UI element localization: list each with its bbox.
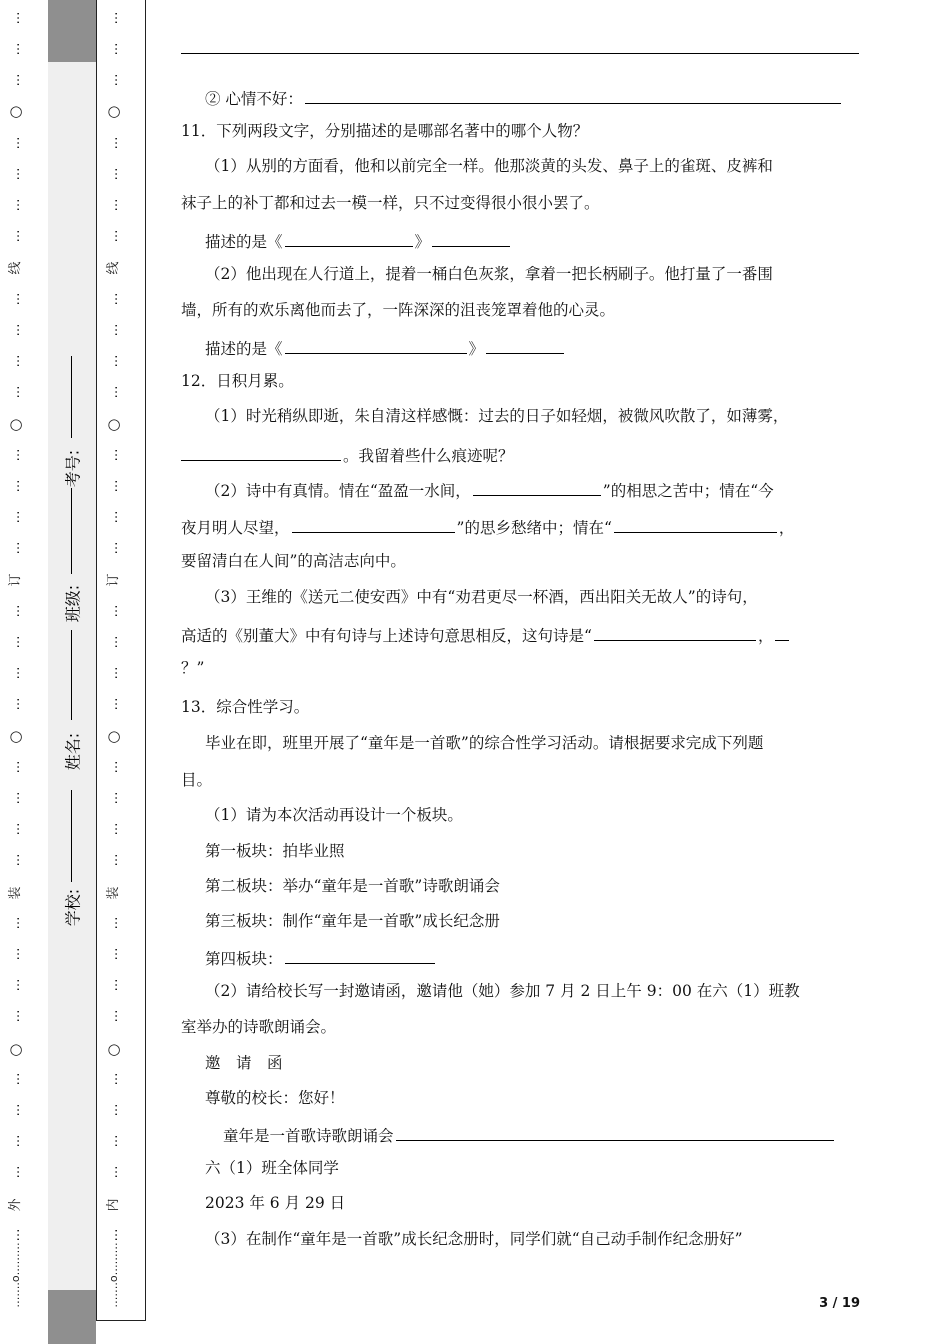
binding-mark-char: 订 — [106, 573, 121, 587]
binding-circle: ○ — [107, 1040, 121, 1058]
exam-number-field[interactable] — [71, 356, 72, 438]
binding-dots: … — [106, 635, 121, 649]
class-field[interactable] — [71, 488, 72, 574]
binding-dots: … — [106, 978, 121, 992]
q13-item-2-line-2: 室举办的诗歌朗诵会。 — [181, 1018, 337, 1036]
q13-item-3-line-1: （3）在制作“童年是一首歌”成长纪念册时，同学们就“自己动手制作纪念册好” — [205, 1230, 743, 1248]
binding-circle: ○ — [9, 415, 23, 433]
binding-dots: … — [8, 479, 23, 493]
binding-dots: … — [8, 791, 23, 805]
answer-blank[interactable] — [614, 515, 777, 533]
binding-dots: … — [106, 1228, 121, 1242]
binding-dots: … — [106, 385, 121, 399]
section-2: 第二板块：举办“童年是一首歌”诗歌朗诵会 — [205, 877, 500, 895]
binding-dots: … — [106, 11, 121, 25]
page-number: 3 / 19 — [819, 1296, 860, 1311]
book-title-blank-2[interactable] — [285, 336, 467, 354]
binding-mark-char: 线 — [8, 261, 23, 275]
binding-dots: … — [106, 541, 121, 555]
binding-bottom-dots: …….o……… — [107, 1242, 120, 1308]
binding-dots: … — [8, 697, 23, 711]
book-title-blank-1[interactable] — [285, 229, 413, 247]
binding-circle: ○ — [9, 102, 23, 120]
binding-dots: … — [106, 760, 121, 774]
binding-circle: ○ — [107, 727, 121, 745]
binding-dots: … — [106, 510, 121, 524]
q13-title: 13．综合性学习。 — [181, 698, 310, 716]
binding-dots: … — [8, 323, 23, 337]
q12-item-2-line-1: （2）诗中有真情。情在“盈盈一水间， ”的相思之苦中；情在“今 — [205, 478, 774, 501]
binding-dots: … — [8, 354, 23, 368]
binding-dots: … — [8, 198, 23, 212]
binding-dots: … — [106, 323, 121, 337]
binding-dots: … — [106, 198, 121, 212]
binding-dots: … — [106, 167, 121, 181]
q11-passage-1-line-2: 袜子上的补丁都和过去一模一样，只不过变得很小很小罢了。 — [181, 194, 600, 212]
binding-dots: … — [8, 167, 23, 181]
binding-dots: … — [8, 916, 23, 930]
binding-dots: … — [106, 853, 121, 867]
inner-binding-marks — [98, 0, 146, 1320]
binding-dots: … — [8, 448, 23, 462]
binding-dots: … — [8, 136, 23, 150]
binding-dots: … — [8, 510, 23, 524]
letter-signature: 六（1）班全体同学 — [205, 1159, 339, 1177]
binding-dots: … — [8, 1009, 23, 1023]
q12-item-1-line-2: 。我留着些什么痕迹呢？ — [181, 443, 514, 466]
binding-dots: … — [106, 822, 121, 836]
binding-gray-bar-top — [48, 0, 96, 62]
student-info-panel — [48, 62, 96, 1290]
q12-item-3-line-2: 高适的《别董大》中有句诗与上述诗句意思相反，这句诗是“ ， — [181, 623, 791, 646]
binding-dots: … — [8, 292, 23, 306]
binding-dots: … — [106, 448, 121, 462]
binding-dots: … — [106, 666, 121, 680]
binding-dots: … — [106, 1072, 121, 1086]
binding-circle: ○ — [107, 102, 121, 120]
binding-dots: … — [8, 73, 23, 87]
binding-bottom-dots: …….o……… — [9, 1242, 22, 1308]
binding-dots: … — [8, 853, 23, 867]
q12-item-1-line-1: （1）时光稍纵即逝，朱自清这样感慨：过去的日子如轻烟，被微风吹散了，如薄雾， — [205, 407, 789, 425]
section-1: 第一板块：拍毕业照 — [205, 842, 345, 860]
binding-dots: … — [106, 1009, 121, 1023]
q11-answer-1: 描述的是《 》 — [205, 229, 512, 252]
binding-dots: … — [8, 1134, 23, 1148]
binding-dots: … — [106, 354, 121, 368]
name-field[interactable] — [71, 630, 72, 720]
binding-dots: … — [106, 42, 121, 56]
exam-number-label: 考号: — [63, 449, 83, 488]
q12-item-3-line-3: ？” — [181, 659, 205, 677]
binding-dots: … — [106, 1134, 121, 1148]
binding-dots: … — [8, 822, 23, 836]
q12-title: 12．日积月累。 — [181, 372, 294, 390]
q11-title: 11．下列两段文字，分别描述的是哪部名著中的哪个人物？ — [181, 122, 589, 140]
answer-blank[interactable] — [181, 443, 341, 461]
binding-dots: … — [8, 1165, 23, 1179]
q10-item-2: ② 心情不好： — [205, 86, 843, 109]
q12-item-3-line-1: （3）王维的《送元二使安西》中有“劝君更尽一杯酒，西出阳关无故人”的诗句， — [205, 588, 758, 606]
section-4: 第四板块： — [205, 946, 437, 969]
letter-greeting: 尊敬的校长：您好！ — [205, 1089, 345, 1107]
binding-dots: … — [106, 136, 121, 150]
binding-circle: ○ — [9, 727, 23, 745]
binding-dots: … — [8, 604, 23, 618]
q13-intro-line-1: 毕业在即，班里开展了“童年是一首歌”的综合性学习活动。请根据要求完成下列题 — [205, 734, 764, 752]
binding-dots: … — [8, 541, 23, 555]
binding-dots: … — [8, 1228, 23, 1242]
q12-item-2-line-3: 要留清白在人间”的高洁志向中。 — [181, 552, 406, 570]
outer-binding-marks — [0, 0, 48, 1320]
character-blank-1[interactable] — [432, 229, 510, 247]
answer-blank[interactable] — [292, 515, 455, 533]
class-label: 班级: — [63, 584, 83, 623]
q11-passage-2-line-1: （2）他出现在人行道上，提着一桶白色灰浆，拿着一把长柄刷子。他打量了一番围 — [205, 265, 773, 283]
binding-dots: … — [8, 635, 23, 649]
binding-mark-char: 订 — [8, 573, 23, 587]
binding-dots: … — [8, 947, 23, 961]
binding-mark-char: 内 — [106, 1198, 121, 1212]
school-field[interactable] — [71, 790, 72, 882]
name-label: 姓名: — [63, 732, 83, 771]
binding-dots: … — [106, 791, 121, 805]
q13-item-1: （1）请为本次活动再设计一个板块。 — [205, 806, 463, 824]
binding-dots: … — [106, 292, 121, 306]
binding-dots: … — [8, 385, 23, 399]
q12-item-2-line-2: 夜月明人尽望， ”的思乡愁绪中；情在“ ， — [181, 515, 794, 538]
answer-blank[interactable] — [473, 478, 601, 496]
binding-dots: … — [106, 73, 121, 87]
q13-item-2-line-1: （2）请给校长写一封邀请函，邀请他（她）参加 7 月 2 日上午 9：00 在六（1）班教 — [205, 982, 800, 1000]
binding-dots: … — [106, 947, 121, 961]
answer-blank[interactable] — [775, 623, 789, 641]
binding-dots: … — [8, 229, 23, 243]
binding-mark-char: 装 — [8, 886, 23, 900]
binding-dots: … — [8, 666, 23, 680]
binding-dots: … — [8, 42, 23, 56]
binding-dots: … — [8, 1103, 23, 1117]
header-rule — [181, 53, 859, 54]
answer-blank[interactable] — [594, 623, 756, 641]
binding-dots: … — [106, 1165, 121, 1179]
section-3: 第三板块：制作“童年是一首歌”成长纪念册 — [205, 912, 500, 930]
binding-circle: ○ — [107, 415, 121, 433]
letter-body: 童年是一首歌诗歌朗诵会 — [223, 1123, 836, 1146]
q11-answer-2: 描述的是《 》 — [205, 336, 566, 359]
letter-date: 2023 年 6 月 29 日 — [205, 1194, 346, 1212]
school-label: 学校: — [63, 888, 83, 927]
binding-circle: ○ — [9, 1040, 23, 1058]
binding-dots: … — [106, 479, 121, 493]
binding-dots: … — [8, 11, 23, 25]
binding-dots: … — [106, 697, 121, 711]
q11-passage-1-line-1: （1）从别的方面看，他和以前完全一样。他那淡黄的头发、鼻子上的雀斑、皮裤和 — [205, 157, 773, 175]
answer-blank[interactable] — [305, 86, 841, 104]
binding-dots: … — [106, 1103, 121, 1117]
binding-mark-char: 外 — [8, 1198, 23, 1212]
letter-title: 邀 请 函 — [205, 1054, 283, 1072]
binding-mark-char: 装 — [106, 886, 121, 900]
binding-dots: … — [8, 1072, 23, 1086]
binding-dots: … — [106, 916, 121, 930]
q11-passage-2-line-2: 墙，所有的欢乐离他而去了，一阵深深的沮丧笼罩着他的心灵。 — [181, 301, 616, 319]
binding-dots: … — [8, 760, 23, 774]
letter-body-blank[interactable] — [396, 1123, 834, 1141]
binding-dots: … — [106, 604, 121, 618]
character-blank-2[interactable] — [486, 336, 564, 354]
binding-dots: … — [106, 229, 121, 243]
q13-intro-line-2: 目。 — [181, 771, 213, 789]
binding-gray-bar-bottom — [48, 1290, 96, 1344]
binding-dots: … — [8, 978, 23, 992]
answer-blank[interactable] — [285, 946, 435, 964]
binding-mark-char: 线 — [106, 261, 121, 275]
